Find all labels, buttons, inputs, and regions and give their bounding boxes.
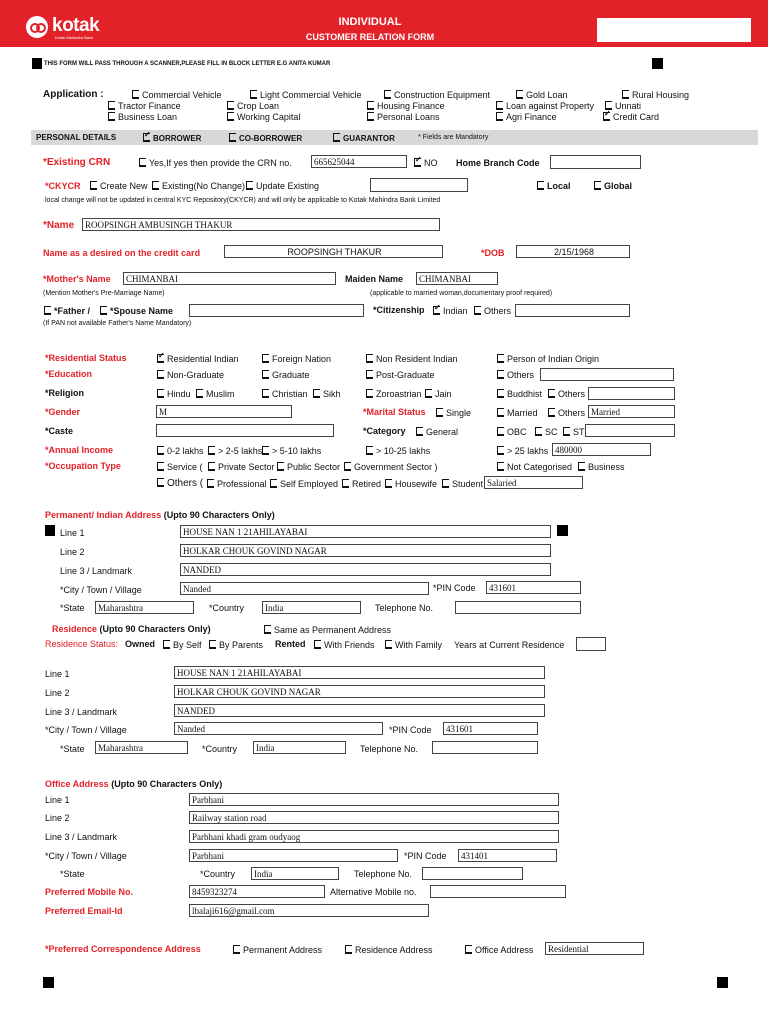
checkbox-icon — [465, 945, 472, 954]
res-line3-input[interactable]: NANDED — [174, 704, 545, 717]
religion-hindu[interactable]: Hindu — [157, 389, 191, 399]
personal-details-label: PERSONAL DETAILS — [36, 133, 117, 142]
corr-residence[interactable]: Residence Address — [345, 945, 433, 955]
alternative-mobile-input[interactable] — [430, 885, 566, 898]
app-opt-business-loan[interactable]: Business Loan — [108, 112, 177, 122]
marital-others[interactable]: Others — [548, 408, 585, 418]
category-obc[interactable]: OBC — [497, 427, 527, 437]
checkbox-icon — [344, 462, 351, 471]
app-opt-working-capital[interactable]: Working Capital — [227, 112, 300, 122]
caste-label: *Caste — [45, 426, 74, 436]
perm-line1-input[interactable]: HOUSE NAN 1 21AHILAYABAI — [180, 525, 551, 538]
perm-line1-label: Line 1 — [60, 528, 85, 538]
father-name-note: (If PAN not available Father's Name Mandatory) — [43, 320, 192, 327]
checkbox-icon — [233, 945, 240, 954]
app-opt-gold-loan[interactable]: Gold Loan — [516, 90, 568, 100]
app-opt-construction[interactable]: Construction Equipment — [384, 90, 490, 100]
checkbox-icon — [314, 640, 321, 649]
borrower-option[interactable]: ✓ BORROWER — [143, 133, 201, 143]
app-opt-lcv[interactable]: Light Commercial Vehicle — [250, 90, 362, 100]
checkbox-icon — [497, 354, 504, 363]
checkbox-icon — [537, 181, 544, 190]
checkbox-icon — [108, 112, 115, 121]
office-line1-input[interactable]: Parbhani — [189, 793, 559, 806]
occ-business[interactable]: Business — [578, 462, 625, 472]
checkbox-icon — [497, 370, 504, 379]
religion-others-input[interactable] — [588, 387, 675, 400]
office-city-input[interactable]: Parbhani — [189, 849, 398, 862]
form-title-crf: CUSTOMER RELATION FORM — [305, 32, 435, 42]
checkbox-icon — [385, 640, 392, 649]
name-label: *Name — [43, 220, 75, 231]
checkbox-icon — [44, 306, 51, 315]
perm-pin-input[interactable]: 431601 — [486, 581, 581, 594]
religion-muslim[interactable]: Muslim — [196, 389, 235, 399]
checkbox-icon — [516, 90, 523, 99]
marital-others-input[interactable]: Married — [588, 405, 675, 418]
checkbox-icon — [416, 427, 423, 436]
checkbox-icon — [227, 112, 234, 121]
ckycr-number-input[interactable] — [370, 178, 468, 192]
checkbox-icon — [207, 479, 214, 488]
res-status-foreign-nation[interactable]: Foreign Nation — [262, 354, 331, 364]
category-sc[interactable]: SC — [535, 427, 558, 437]
occ-others[interactable]: Others ( — [157, 478, 203, 489]
income-2-5[interactable]: > 2-5 lakhs — [208, 446, 262, 456]
father-option[interactable]: *Father / — [44, 306, 90, 316]
checkbox-icon — [497, 389, 504, 398]
corr-office[interactable]: Office Address — [465, 945, 533, 955]
religion-christian[interactable]: Christian — [262, 389, 308, 399]
res-pin-input[interactable]: 431601 — [443, 722, 538, 735]
checkbox-icon — [548, 389, 555, 398]
form-title-individual: INDIVIDUAL — [338, 16, 402, 28]
religion-sikh[interactable]: Sikh — [313, 389, 341, 399]
checkbox-icon — [90, 181, 97, 190]
checkbox-icon — [436, 408, 443, 417]
app-opt-credit-card[interactable]: ✓ Credit Card — [603, 112, 659, 122]
res-line2-input[interactable]: HOLKAR CHOUK GOVIND NAGAR — [174, 685, 545, 698]
checked-checkbox-icon — [414, 158, 421, 167]
checkbox-icon — [497, 462, 504, 471]
office-country-input[interactable]: India — [251, 867, 339, 880]
checkbox-icon — [157, 478, 164, 487]
scanner-mark-address-right — [557, 525, 568, 536]
checkbox-icon — [497, 408, 504, 417]
mandatory-note: * Fields are Mandatory — [418, 134, 489, 141]
checkbox-icon — [594, 181, 601, 190]
mother-name-label: *Mother's Name — [43, 274, 111, 284]
perm-city-label: *City / Town / Village — [60, 585, 142, 595]
office-line3-input[interactable]: Parbhani khadi gram oudyaog — [189, 830, 559, 843]
education-label: *Education — [45, 369, 93, 379]
religion-buddhist[interactable]: Buddhist — [497, 389, 542, 399]
res-status-resident-indian[interactable]: ✓ Residential Indian — [157, 354, 239, 364]
scanner-note: THIS FORM WILL PASS THROUGH A SCANNER,PLEASE FILL IN BLOCK LETTER E.G ANITA KUMAR — [44, 61, 331, 67]
category-general[interactable]: General — [416, 427, 458, 437]
checkbox-icon — [152, 181, 159, 190]
scanner-mark-tr — [652, 58, 663, 69]
checkbox-icon — [385, 479, 392, 488]
app-opt-housing[interactable]: Housing Finance — [367, 101, 445, 111]
checkbox-icon — [366, 354, 373, 363]
marital-status-label: *Marital Status — [363, 407, 426, 417]
occ-public-sector[interactable]: Public Sector — [277, 462, 340, 472]
residence-address-title: Residence (Upto 90 Characters Only) — [52, 624, 211, 634]
perm-telephone-label: Telephone No. — [375, 603, 434, 613]
scanner-mark-bl — [43, 977, 54, 988]
checkbox-icon — [313, 389, 320, 398]
income-amount-input[interactable]: 480000 — [552, 443, 651, 456]
religion-jain[interactable]: Jain — [425, 389, 452, 399]
perm-country-label: *Country — [209, 603, 245, 613]
marital-single[interactable]: Single — [436, 408, 471, 418]
app-opt-crop-loan[interactable]: Crop Loan — [227, 101, 279, 111]
checkbox-icon — [496, 112, 503, 121]
checkbox-icon — [366, 389, 373, 398]
checkbox-icon — [366, 370, 373, 379]
occupation-type-label: *Occupation Type — [45, 461, 121, 471]
app-opt-personal-loans[interactable]: Personal Loans — [367, 112, 440, 122]
brand-name: kotak — [52, 15, 100, 36]
occ-housewife[interactable]: Housewife — [385, 479, 437, 489]
checkbox-icon — [384, 90, 391, 99]
office-state-input[interactable] — [189, 867, 191, 880]
occupation-others-input[interactable]: Salaried — [484, 476, 583, 489]
religion-others[interactable]: Others — [548, 389, 585, 399]
annual-income-label: *Annual Income — [45, 445, 114, 455]
occ-private-sector[interactable]: Private Sector — [208, 462, 275, 472]
checkbox-icon — [246, 181, 253, 190]
res-state-label: *State — [60, 744, 85, 754]
correspondence-input[interactable]: Residential — [545, 942, 644, 955]
res-state-input[interactable]: Maharashtra — [95, 741, 188, 754]
res-telephone-label: Telephone No. — [360, 744, 419, 754]
checkbox-icon — [227, 101, 234, 110]
perm-line2-input[interactable]: HOLKAR CHOUK GOVIND NAGAR — [180, 544, 551, 557]
office-line3-label: Line 3 / Landmark — [45, 832, 118, 842]
checkbox-icon — [100, 306, 107, 315]
category-label: *Category — [363, 426, 406, 436]
dob-label: *DOB — [481, 248, 505, 258]
name-input[interactable]: ROOPSINGH AMBUSINGH THAKUR — [82, 218, 440, 231]
perm-state-input[interactable]: Maharashtra — [95, 601, 194, 614]
res-status-nri[interactable]: Non Resident Indian — [366, 354, 458, 364]
residence-with-family[interactable]: With Family — [385, 640, 442, 650]
ckycr-local[interactable]: Local — [537, 181, 571, 191]
years-at-residence-label: Years at Current Residence — [454, 640, 565, 650]
app-opt-tractor[interactable]: Tractor Finance — [108, 101, 181, 111]
occ-retired[interactable]: Retired — [342, 479, 381, 489]
card-name-input[interactable]: ROOPSINGH THAKUR — [224, 245, 443, 258]
edu-graduate[interactable]: Graduate — [262, 370, 310, 380]
maiden-name-label: Maiden Name — [345, 274, 404, 284]
perm-line2-label: Line 2 — [60, 547, 85, 557]
checkbox-icon — [345, 945, 352, 954]
res-line1-input[interactable]: HOUSE NAN 1 21AHILAYABAI — [174, 666, 545, 679]
scanner-mark-tl — [32, 58, 42, 69]
res-country-label: *Country — [202, 744, 238, 754]
perm-line3-input[interactable]: NANDED — [180, 563, 551, 576]
citizenship-label: *Citizenship — [373, 305, 425, 315]
citizenship-others[interactable]: Others — [474, 306, 511, 316]
checkbox-icon — [157, 462, 164, 471]
checkbox-icon — [139, 158, 146, 167]
office-telephone-label: Telephone No. — [354, 869, 413, 879]
checkbox-icon — [442, 479, 449, 488]
app-opt-agri[interactable]: Agri Finance — [496, 112, 557, 122]
co-borrower-option[interactable]: CO-BORROWER — [229, 133, 302, 143]
form-number-box[interactable] — [597, 18, 751, 42]
mother-name-note: (Mention Mother's Pre-Marriage Name) — [43, 290, 165, 297]
checkbox-icon — [262, 370, 269, 379]
brand-subtitle: Kotak Mahindra Bank — [55, 35, 94, 40]
correspondence-label: *Preferred Correspondence Address — [45, 944, 201, 954]
checkbox-icon — [262, 446, 269, 455]
occ-service[interactable]: Service ( — [157, 462, 203, 472]
checkbox-icon — [277, 462, 284, 471]
office-line2-label: Line 2 — [45, 813, 70, 823]
res-pin-label: *PIN Code — [389, 725, 432, 735]
preferred-mobile-input[interactable]: 8459323274 — [189, 885, 325, 898]
father-spouse-name-input[interactable] — [189, 304, 364, 317]
checkbox-icon — [229, 133, 236, 142]
checkbox-icon — [157, 370, 164, 379]
religion-label: *Religion — [45, 388, 85, 398]
category-st-input[interactable] — [585, 424, 675, 437]
office-telephone-input[interactable] — [422, 867, 523, 880]
income-0-2[interactable]: 0-2 lakhs — [157, 446, 204, 456]
residence-by-parents[interactable]: By Parents — [209, 640, 263, 650]
checkbox-icon — [208, 462, 215, 471]
edu-non-graduate[interactable]: Non-Graduate — [157, 370, 224, 380]
checkbox-icon — [367, 112, 374, 121]
perm-state-label: *State — [60, 603, 85, 613]
residence-owned-label: Owned — [125, 639, 156, 649]
ckycr-global[interactable]: Global — [594, 181, 632, 191]
perm-line3-label: Line 3 / Landmark — [60, 566, 133, 576]
existing-crn-label: *Existing CRN — [43, 157, 111, 168]
res-status-pio[interactable]: Person of Indian Origin — [497, 354, 599, 364]
res-line1-label: Line 1 — [45, 669, 70, 679]
checked-checkbox-icon — [157, 354, 164, 363]
app-opt-rural-housing[interactable]: Rural Housing — [622, 90, 689, 100]
crn-input[interactable]: 665625044 — [311, 155, 407, 168]
residence-status-label: Residence Status: — [45, 639, 119, 649]
occ-student[interactable]: Student — [442, 479, 483, 489]
form-header — [0, 0, 768, 47]
checkbox-icon — [264, 625, 271, 634]
preferred-email-input[interactable]: lbalaji616@gmail.com — [189, 904, 429, 917]
checkbox-icon — [108, 101, 115, 110]
card-name-label: Name as a desired on the credit card — [43, 248, 201, 258]
preferred-mobile-label: Preferred Mobile No. — [45, 887, 134, 897]
office-pin-input[interactable]: 431401 — [458, 849, 557, 862]
checkbox-icon — [333, 133, 340, 142]
corr-permanent[interactable]: Permanent Address — [233, 945, 322, 955]
checkbox-icon — [262, 354, 269, 363]
checkbox-icon — [548, 408, 555, 417]
guarantor-option[interactable]: GUARANTOR — [333, 133, 395, 143]
ckycr-note: local change will not be updated in central KYC Repository(CKYCR) and will only be applicable to Kotak Mahindra Bank Limited — [45, 197, 441, 204]
permanent-address-title: Permanent/ Indian Address (Upto 90 Characters Only) — [45, 510, 275, 520]
office-address-title: Office Address (Upto 90 Characters Only) — [45, 779, 223, 789]
res-line3-label: Line 3 / Landmark — [45, 707, 118, 717]
perm-telephone-input[interactable] — [455, 601, 581, 614]
office-city-label: *City / Town / Village — [45, 851, 127, 861]
checked-checkbox-icon — [603, 112, 610, 121]
education-others-input[interactable] — [540, 368, 674, 381]
dob-input[interactable]: 2/15/1968 — [516, 245, 630, 258]
scanner-mark-address — [45, 525, 55, 536]
occ-self-employed[interactable]: Self Employed — [270, 479, 338, 489]
religion-zoroastrian[interactable]: Zoroastrian — [366, 389, 422, 399]
checkbox-icon — [366, 446, 373, 455]
category-st[interactable]: ST — [563, 427, 585, 437]
citizenship-indian[interactable]: ✓ Indian — [433, 306, 468, 316]
res-line2-label: Line 2 — [45, 688, 70, 698]
maiden-name-input[interactable]: CHIMANBAI — [416, 272, 498, 285]
perm-pin-label: *PIN Code — [433, 583, 476, 593]
checkbox-icon — [163, 640, 170, 649]
preferred-email-label: Preferred Email-Id — [45, 906, 123, 916]
checkbox-icon — [367, 101, 374, 110]
res-telephone-input[interactable] — [432, 741, 538, 754]
office-pin-label: *PIN Code — [404, 851, 447, 861]
checked-checkbox-icon — [143, 133, 150, 142]
res-city-input[interactable]: Nanded — [174, 722, 383, 735]
office-state-label: *State — [60, 869, 85, 879]
app-opt-commercial-vehicle[interactable]: Commercial Vehicle — [132, 90, 222, 100]
checkbox-icon — [208, 446, 215, 455]
home-branch-code-input[interactable] — [550, 155, 641, 169]
checkbox-icon — [535, 427, 542, 436]
edu-others[interactable]: Others — [497, 370, 534, 380]
checkbox-icon — [425, 389, 432, 398]
gender-label: *Gender — [45, 407, 81, 417]
checkbox-icon — [250, 90, 257, 99]
occ-not-categorised[interactable]: Not Categorised — [497, 462, 572, 472]
occ-government-sector[interactable]: Government Sector ) — [344, 462, 438, 472]
edu-post-graduate[interactable]: Post-Graduate — [366, 370, 435, 380]
income-25-plus[interactable]: > 25 lakhs — [497, 446, 548, 456]
res-city-label: *City / Town / Village — [45, 725, 127, 735]
app-opt-lap[interactable]: Loan against Property — [496, 101, 594, 111]
alternative-mobile-label: Alternative Mobile no. — [330, 887, 417, 897]
checkbox-icon — [157, 389, 164, 398]
spouse-option[interactable]: *Spouse Name — [100, 306, 173, 316]
checkbox-icon — [578, 462, 585, 471]
crn-yes-option[interactable]: Yes,If yes then provide the CRN no. — [139, 158, 292, 168]
checkbox-icon — [497, 427, 504, 436]
income-5-10[interactable]: > 5-10 lakhs — [262, 446, 321, 456]
crn-no-option[interactable]: ✓ NO — [414, 158, 438, 168]
residence-rented-label: Rented — [275, 639, 306, 649]
office-line2-input[interactable]: Railway station road — [189, 811, 559, 824]
maiden-name-note: (applicable to married woman,documentary proof required) — [370, 290, 553, 297]
kotak-logo-icon — [26, 16, 48, 38]
occ-professional[interactable]: Professional — [207, 479, 267, 489]
checkbox-icon — [496, 101, 503, 110]
checkbox-icon — [342, 479, 349, 488]
residence-by-self[interactable]: By Self — [163, 640, 202, 650]
gender-input[interactable]: M — [156, 405, 292, 418]
home-branch-code-label: Home Branch Code — [456, 158, 540, 168]
checkbox-icon — [209, 640, 216, 649]
checkbox-icon — [262, 389, 269, 398]
checkbox-icon — [157, 446, 164, 455]
perm-country-input[interactable]: India — [262, 601, 361, 614]
app-opt-unnati[interactable]: Unnati — [605, 101, 641, 111]
same-as-permanent-option[interactable]: Same as Permanent Address — [264, 625, 391, 635]
checkbox-icon — [132, 90, 139, 99]
checkbox-icon — [497, 446, 504, 455]
income-10-25[interactable]: > 10-25 lakhs — [366, 446, 430, 456]
ckycr-existing[interactable]: Existing(No Change) — [152, 181, 245, 191]
residential-status-label: *Residential Status — [45, 353, 127, 363]
perm-city-input[interactable]: Nanded — [180, 582, 429, 595]
ckycr-create-new[interactable]: Create New — [90, 181, 148, 191]
mother-name-input[interactable]: CHIMANBAI — [123, 272, 336, 285]
checkbox-icon — [270, 479, 277, 488]
caste-input[interactable] — [156, 424, 334, 437]
checkbox-icon — [196, 389, 203, 398]
res-country-input[interactable]: India — [253, 741, 346, 754]
checkbox-icon — [622, 90, 629, 99]
years-at-residence-input[interactable] — [576, 637, 606, 651]
citizenship-others-input[interactable] — [515, 304, 630, 317]
scanner-mark-br — [717, 977, 728, 988]
ckycr-label: *CKYCR — [45, 181, 81, 191]
checkbox-icon — [474, 306, 481, 315]
checkbox-icon — [563, 427, 570, 436]
checked-checkbox-icon — [433, 306, 440, 315]
marital-married[interactable]: Married — [497, 408, 538, 418]
residence-with-friends[interactable]: With Friends — [314, 640, 375, 650]
office-country-label: *Country — [200, 869, 236, 879]
ckycr-update[interactable]: Update Existing — [246, 181, 319, 191]
office-line1-label: Line 1 — [45, 795, 70, 805]
application-label: Application : — [43, 89, 104, 100]
